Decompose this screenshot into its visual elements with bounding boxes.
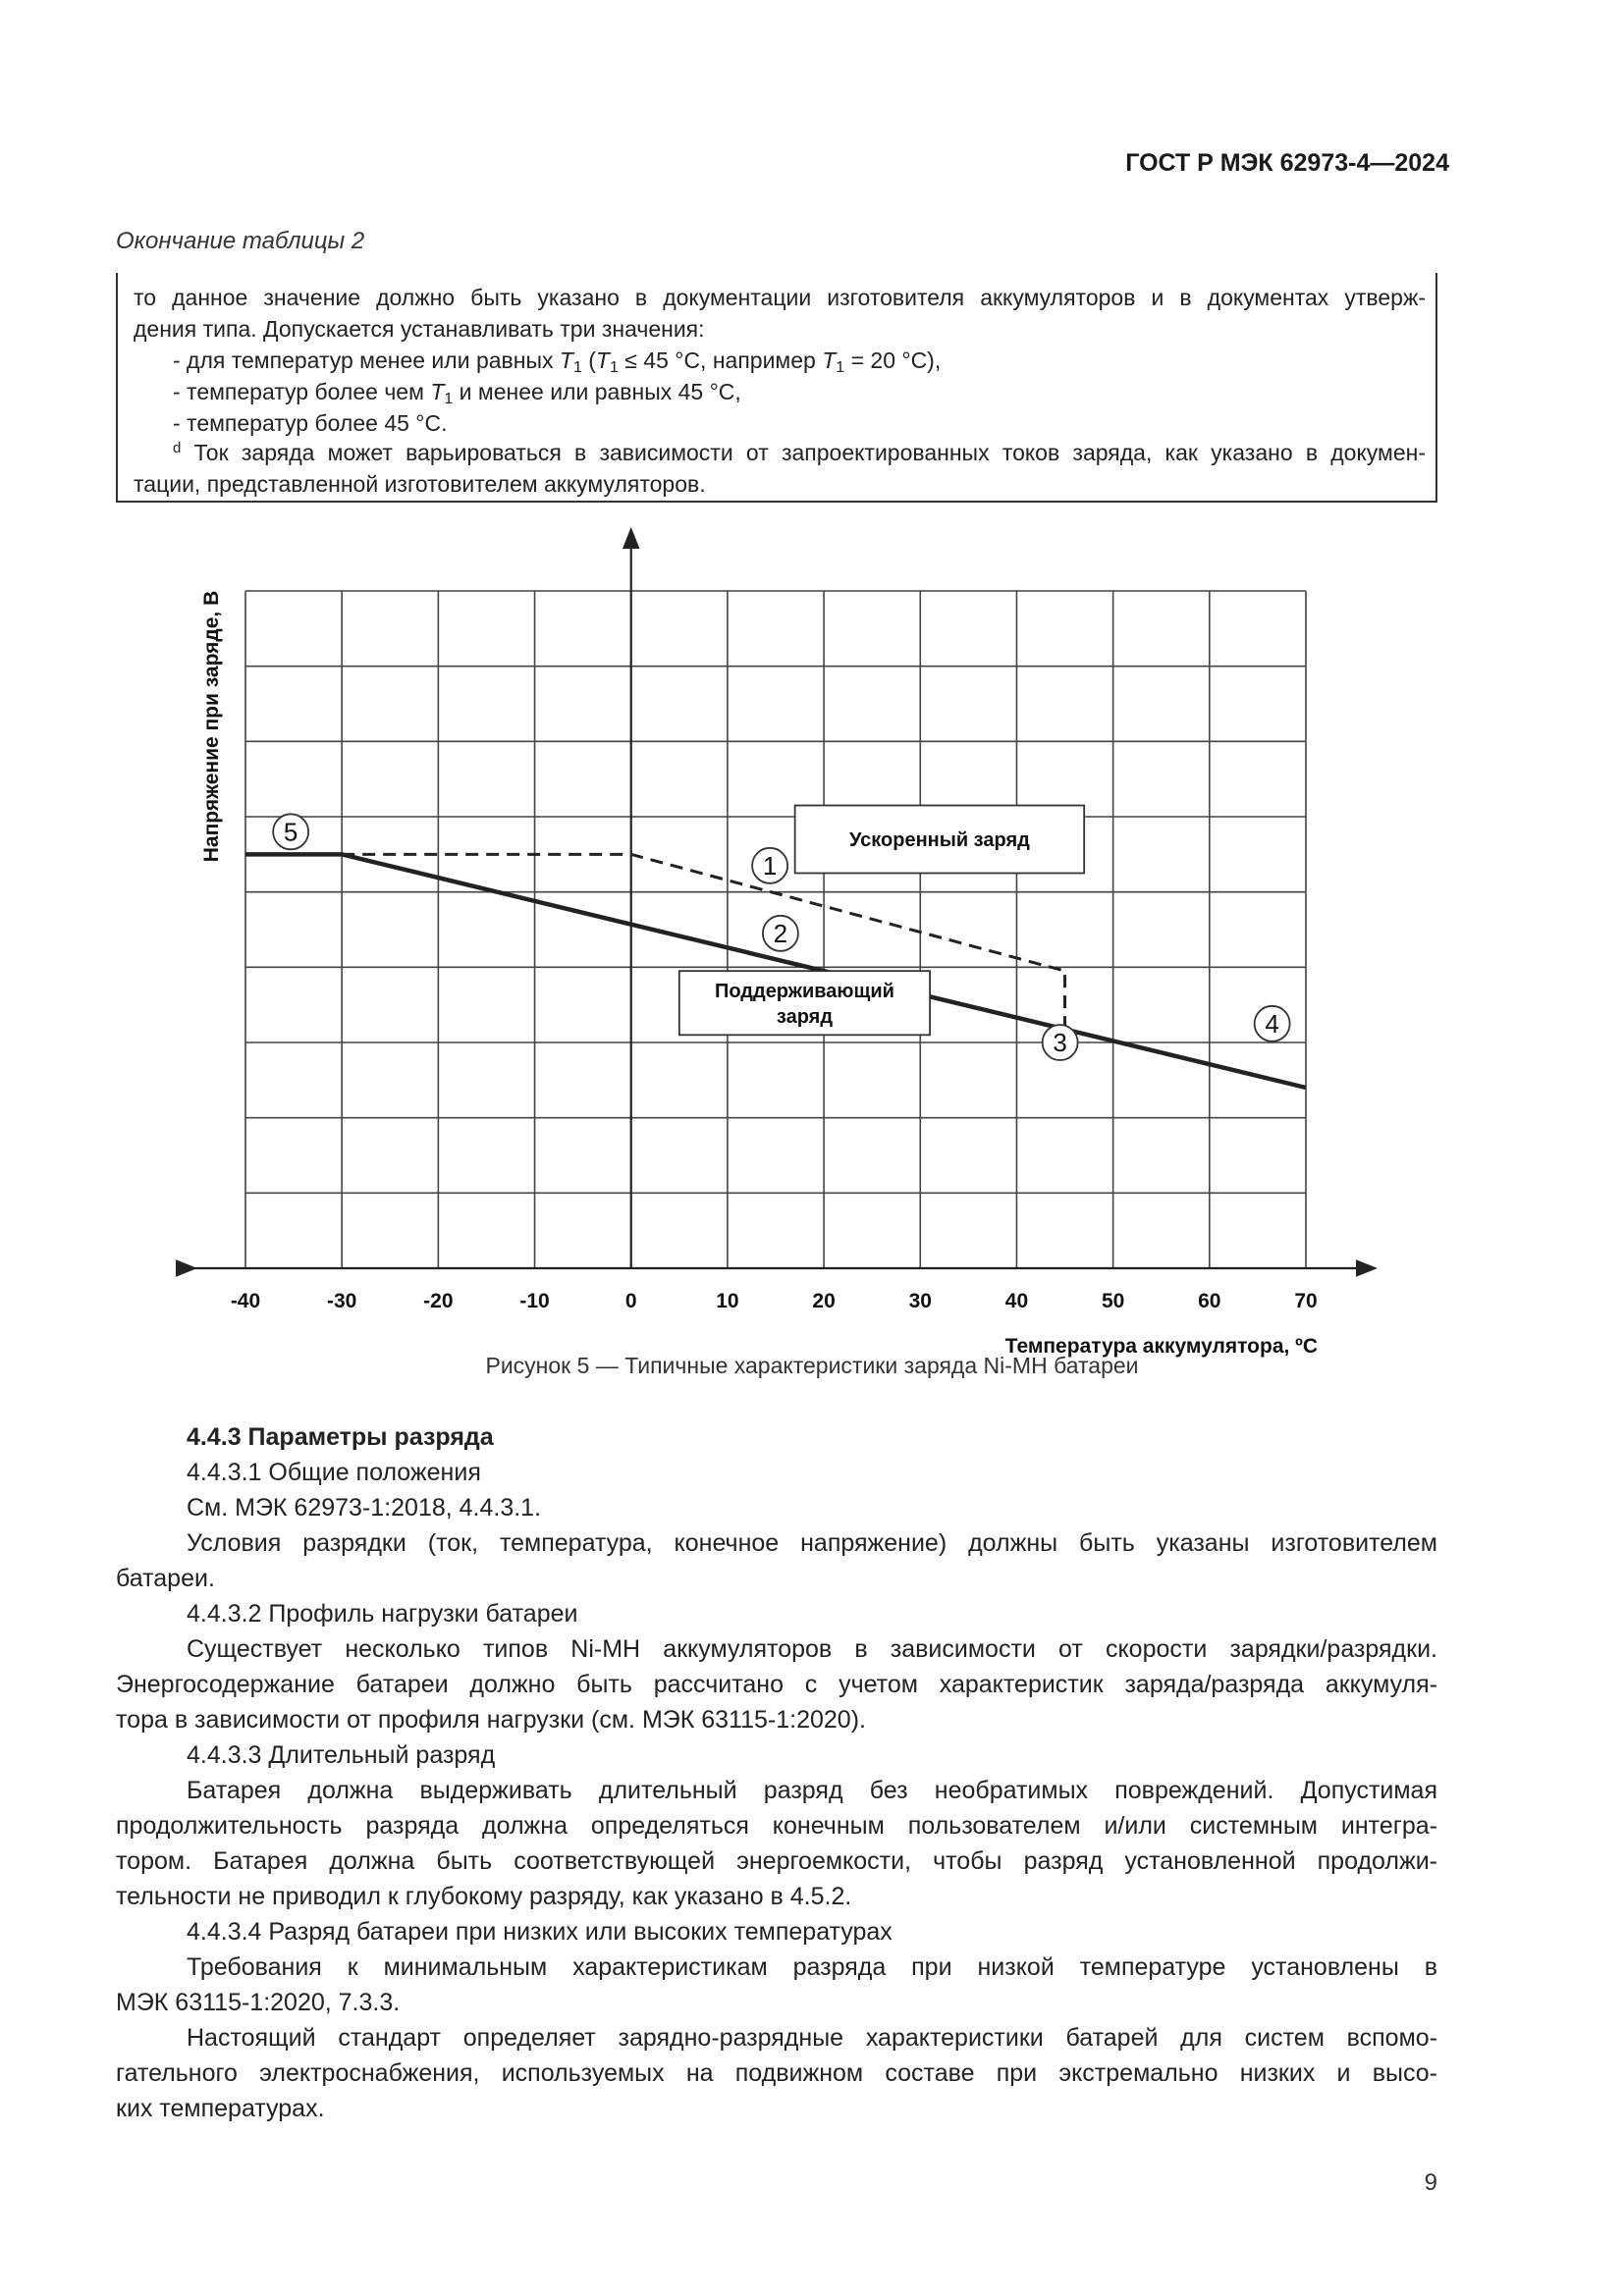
annotation-box-label: заряд xyxy=(776,1005,834,1028)
callout-marker-label: 4 xyxy=(1265,1008,1279,1039)
paragraph-line: Настоящий стандарт определяет зарядно-разрядные характеристики батарей для систем вспомо- xyxy=(187,2024,1437,2052)
x-tick-label: -20 xyxy=(423,1290,454,1312)
footnote-d-line: тации, представленной изготовителем аккумуляторов. xyxy=(134,471,706,497)
callout-marker-label: 5 xyxy=(283,817,298,847)
table-continuation-caption: Окончание таблицы 2 xyxy=(116,228,365,254)
paragraph-line: См. МЭК 62973-1:2018, 4.4.3.1. xyxy=(187,1494,542,1522)
paragraph-line: тором. Батарея должна быть соответствующей энергоемкости, чтобы разряд установленной продолжи- xyxy=(116,1847,1437,1875)
note-line: то данное значение должно быть указано в документации изготовителя аккумуляторов и в документах утверж- xyxy=(134,285,1426,310)
callout-marker-label: 1 xyxy=(762,850,778,881)
subsection-title: 4.4.3.2 Профиль нагрузки батареи xyxy=(187,1600,578,1628)
note-line: дения типа. Допускается устанавливать три значения: xyxy=(134,316,705,342)
annotation-box-label: Ускоренный заряд xyxy=(848,829,1030,851)
paragraph-line: Условия разрядки (ток, температура, конечное напряжение) должны быть указаны изготовителем xyxy=(187,1529,1437,1557)
x-tick-label: 40 xyxy=(1004,1290,1029,1312)
charge-characteristics-chart xyxy=(177,520,1394,1358)
x-tick-label: 30 xyxy=(908,1290,932,1312)
section-heading: 4.4.3 Параметры разряда xyxy=(187,1423,494,1451)
x-tick-label: 20 xyxy=(812,1290,836,1312)
x-axis-label: Температура аккумулятора, ºС xyxy=(1004,1335,1318,1358)
y-axis-label: Напряжение при заряде, В xyxy=(200,590,223,863)
paragraph-line: МЭК 63115-1:2020, 7.3.3. xyxy=(116,1989,401,2016)
chart-annotation-boxes xyxy=(679,806,1084,1036)
paragraph-line: Батарея должна выдерживать длительный разряд без необратимых повреждений. Допустимая xyxy=(187,1777,1437,1804)
callout-marker-label: 3 xyxy=(1053,1028,1067,1057)
footnote-d-line: $^d$ Ток заряда может варьироваться в зависимости от запроектированных токов заряда, как указано в докумен- xyxy=(173,440,1426,465)
paragraph-line: гательного электроснабжения, используемых на подвижном составе при экстремально низких и высо- xyxy=(116,2059,1437,2087)
chart-axes xyxy=(187,538,1367,1268)
paragraph-line: тельности не приводил к глубокому разряду, как указано в 4.5.2. xyxy=(116,1883,852,1910)
paragraph-line: продолжительность разряда должна определяться конечным пользователем и/или системным интегра- xyxy=(116,1812,1437,1840)
note-item-2: - температур более чем $T_1$ и менее или равных 45 °С, xyxy=(173,379,741,407)
x-tick-label: 10 xyxy=(716,1290,739,1312)
callout-marker-label: 2 xyxy=(773,918,788,948)
x-tick-label: -40 xyxy=(230,1290,261,1312)
x-tick-label: -10 xyxy=(519,1290,550,1312)
x-tick-label: 60 xyxy=(1198,1290,1221,1312)
paragraph-line: Существует несколько типов Ni-MH аккумуляторов в зависимости от скорости зарядки/разрядки. xyxy=(187,1635,1437,1663)
paragraph-line: Требования к минимальным характеристикам разряда при низкой температуре установлены в xyxy=(187,1953,1437,1981)
note-item-3: - температур более 45 °С. xyxy=(173,410,448,436)
subsection-title: 4.4.3.3 Длительный разряд xyxy=(187,1741,496,1769)
table-continuation-box xyxy=(116,273,1437,503)
chart-tick-labels xyxy=(231,1290,1318,1312)
x-tick-label: 70 xyxy=(1294,1290,1318,1312)
paragraph-line: батареи. xyxy=(116,1565,215,1592)
figure-caption: Рисунок 5 — Типичные характеристики заряда Ni-MH батареи xyxy=(485,1353,1139,1378)
subsection-title: 4.4.3.4 Разряд батареи при низких или высоких температурах xyxy=(187,1918,893,1946)
x-tick-label: 50 xyxy=(1101,1290,1125,1312)
subsection-title: 4.4.3.1 Общие положения xyxy=(187,1459,481,1486)
note-item-1: - для температур менее или равных $T_1$ ($T_1 \le 45$ °С, например $T_1 = 20$ °С), xyxy=(173,347,942,376)
page-number: 9 xyxy=(1424,2169,1437,2196)
annotation-box-label: Поддерживающий xyxy=(714,980,894,1002)
paragraph-line: ких температурах. xyxy=(116,2095,325,2122)
paragraph-line: тора в зависимости от профиля нагрузки (см. МЭК 63115-1:2020). xyxy=(116,1706,866,1734)
x-tick-label: -30 xyxy=(327,1290,357,1312)
x-tick-label: 0 xyxy=(624,1290,637,1312)
paragraph-line: Энергосодержание батареи должно быть рассчитано с учетом характеристик заряда/разряда аккумуля- xyxy=(116,1671,1437,1698)
document-header: ГОСТ Р МЭК 62973-4—2024 xyxy=(1125,149,1449,177)
